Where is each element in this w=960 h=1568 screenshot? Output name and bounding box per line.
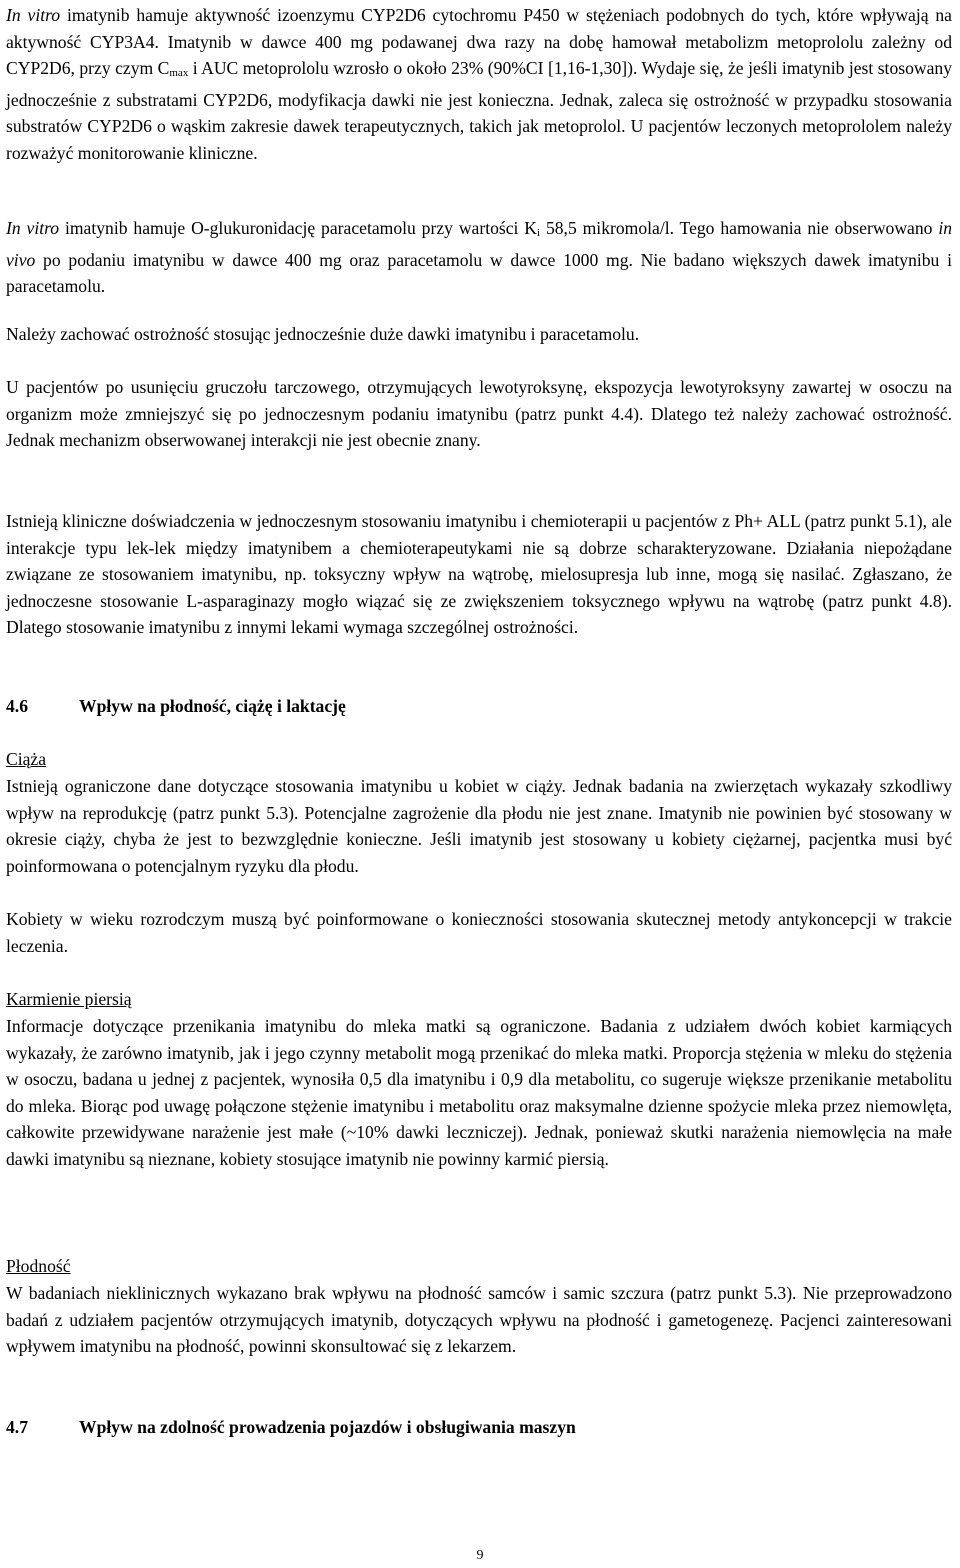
paragraph-ciaza: Istnieją ograniczone dane dotyczące stosowania imatynibu u kobiet w ciąży. Jednak badania na zwierzętach wykazały szkodliwy wpływ na reprodukcję (patrz punkt 5.3). Potencjalne zagrożenie dla płodu nie jest znane. Imatynib nie powinien być stosowany w okresie ciąży, chyba że jest to bezwzględnie konieczne. Jeśli imatynib jest stosowany u kobiety ciężarnej, pacjentka musi być poinformowana o potencjalnym ryzyku dla płodu. [6, 776, 952, 876]
section-number: 4.7 [6, 1417, 28, 1437]
section-number: 4.6 [6, 696, 28, 716]
paragraph-plodnosc: W badaniach nieklinicznych wykazano brak wpływu na płodność samców i samic szczura (patrz punkt 5.3). Nie przeprowadzono badań z udziałem pacjentów otrzymujących imatynib, dotyczących wpływu na płodność i gametogenezę. Pacjenci zainteresowani wpływem imatynibu na płodność, powinni skonsultować się z lekarzem. [6, 1283, 952, 1357]
subheading-ciaza: Ciąża [6, 749, 47, 769]
page-number: 9 [476, 1548, 484, 1563]
italic-in-vivo: in vivo [6, 218, 952, 270]
subscript-max: max [169, 67, 189, 80]
paragraph-paracetamol [6, 215, 952, 300]
paragraph-caution: Należy zachować ostrożność stosując jednocześnie duże dawki imatynibu i paracetamolu. [6, 324, 640, 344]
paragraph-contraception: Kobiety w wieku rozrodczym muszą być poinformowane o konieczności stosowania skutecznej metody antykoncepcji w trakcie leczenia. [6, 909, 952, 956]
italic-in-vitro: In vitro [6, 5, 61, 25]
section-heading-4-6 [6, 693, 346, 719]
subheading-plodnosc: Płodność [6, 1256, 71, 1276]
paragraph-chemotherapy: Istnieją kliniczne doświadczenia w jednoczesnym stosowaniu imatynibu i chemioterapii u pacjentów z Ph+ ALL (patrz punkt 5.1), ale interakcje typu lek-lek między imatynibem a chemioterapeutykami nie są dobrze scharakteryzowane. Działania niepożądane związane ze stosowaniem imatynibu, np. toksyczny wpływ na wątrobę, mielosupresja lub inne, mogą się nasilać. Zgłaszano, że jednoczesne stosowanie L-asparaginazy mogło wiązać się ze zwiększeniem toksycznego wpływu na wątrobę (patrz punkt 4.8). Dlatego stosowanie imatynibu z innymi lekami wymaga szczególnej ostrożności. [6, 511, 952, 638]
text-segment: po podaniu imatynibu w dawce 400 mg oraz paracetamolu w dawce 1000 mg. Nie badano większych dawek imatynibu i paracetamolu. [6, 249, 952, 297]
paragraph-levothyroxine: U pacjentów po usunięciu gruczołu tarczowego, otrzymujących lewotyroksynę, ekspozycja lewotyroksyny zawartej w osoczu na organizm może zmniejszyć się po jednoczesnym podaniu imatynibu (patrz punkt 4.4). Dlatego też należy zachować ostrożność. Jednak mechanizm obserwowanej interakcji nie jest obecnie znany. [6, 377, 952, 451]
text-segment: 58,5 mikromola/l. Tego hamowania nie obserwowano [540, 218, 939, 238]
section-title: Wpływ na zdolność prowadzenia pojazdów i obsługiwania maszyn [79, 1417, 576, 1437]
subheading-karmienie: Karmienie piersią [6, 989, 132, 1009]
paragraph-cyp2d6 [6, 2, 952, 167]
text-segment: i AUC metoprololu wzrosło o około 23% (90%CI [1,16-1,30]). Wydaje się, że jeśli imatynib jest stosowany jednocześnie z substratami CYP2D6, modyfikacja dawki nie jest konieczna. Jednak, zaleca się ostrożność w przypadku stosowania substratów CYP2D6 o wąskim zakresie dawek terapeutycznych, takich jak metoprolol. U pacjentów leczonych metoprololem należy rozważyć monitorowanie kliniczne. [6, 58, 952, 163]
subscript-i: i [537, 227, 541, 239]
section-title: Wpływ na płodność, ciążę i laktację [79, 696, 346, 716]
text-segment: imatynib hamuje aktywność izoenzymu CYP2D6 cytochromu P450 w stężeniach podobnych do tych, które wpływają na aktywność CYP3A4. Imatynib w dawce 400 mg podawanej dwa razy na dobę hamował metabolizm metoprololu zależny od CYP2D6, przy czym C [6, 5, 952, 79]
text-segment: imatynib hamuje O-glukuronidację paracetamolu przy wartości K [59, 218, 538, 238]
paragraph-karmienie: Informacje dotyczące przenikania imatynibu do mleka matki są ograniczone. Badania z udziałem dwóch kobiet karmiących wykazały, że zarówno imatynib, jak i jego czynny metabolit mogą przenikać do mleka matki. Proporcja stężenia w mleku do stężenia w osoczu, badana u jednej z pacjentek, wynosiła 0,5 dla imatynibu i 0,9 dla metabolitu, co sugeruje większe przenikanie metabolitu do mleka. Biorąc pod uwagę połączone stężenie imatynibu i metabolitu oraz maksymalne dzienne spożycie mleka przez niemowlęta, całkowite przewidywane narażenie jest małe (~10% dawki leczniczej). Jednak, ponieważ skutki narażenia niemowlęcia na małe dawki imatynibu są nieznane, kobiety stosujące imatynib nie powinny karmić piersią. [6, 1016, 952, 1169]
section-heading-4-7 [6, 1414, 576, 1440]
italic-in-vitro: In vitro [6, 218, 60, 238]
